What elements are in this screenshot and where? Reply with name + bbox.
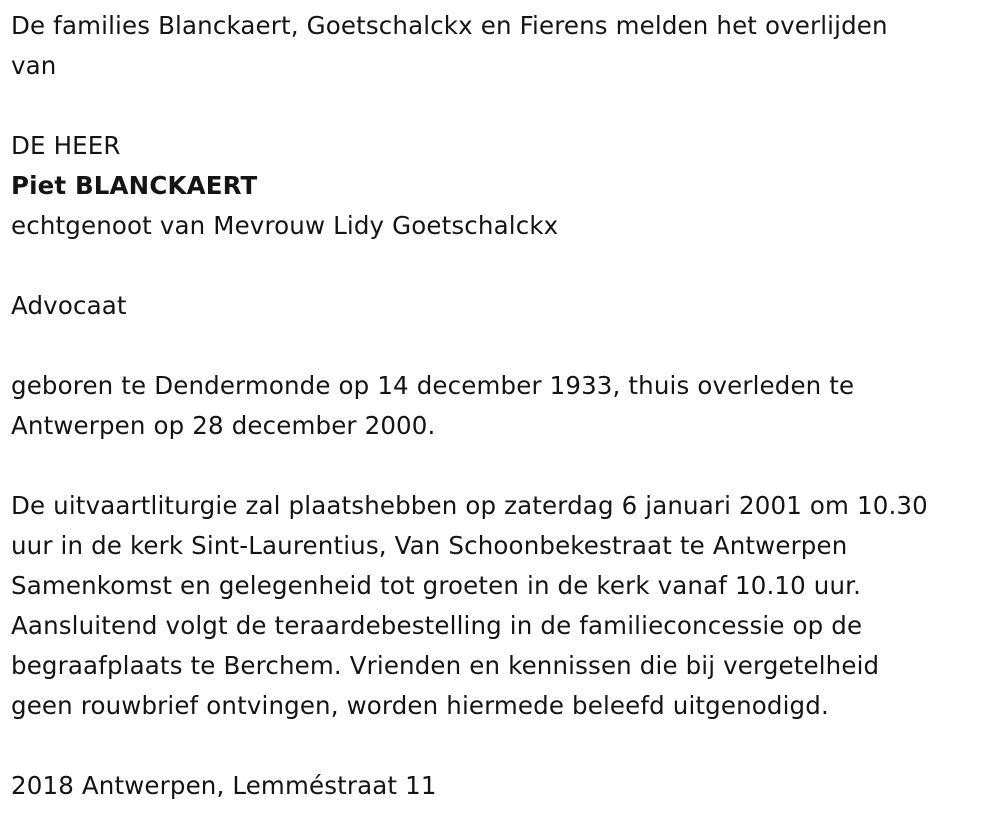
funeral-line-4: Aansluitend volgt de teraardebestelling in de familieconcessie op de [11, 611, 863, 640]
spacer [11, 86, 996, 126]
spacer [11, 726, 996, 766]
funeral-line-2: uur in de kerk Sint-Laurentius, Van Schoonbekestraat te Antwerpen [11, 531, 848, 560]
spacer [11, 246, 996, 286]
funeral-line-5: begraafplaats te Berchem. Vrienden en kennissen die bij vergetelheid [11, 651, 880, 680]
birth-death-line-1: geboren te Dendermonde op 14 december 1933, thuis overleden te [11, 371, 855, 400]
funeral-line-3: Samenkomst en gelegenheid tot groeten in de kerk vanaf 10.10 uur. [11, 571, 862, 600]
deceased-name: Piet BLANCKAERT [11, 171, 258, 200]
intro-line-1: De families Blanckaert, Goetschalckx en Fierens melden het overlijden [11, 11, 888, 40]
address: 2018 Antwerpen, Lemméstraat 11 [11, 771, 437, 800]
intro-line-2: van [11, 51, 57, 80]
profession: Advocaat [11, 291, 127, 320]
honorific-title: DE HEER [11, 131, 121, 160]
funeral-line-6: geen rouwbrief ontvingen, worden hiermede beleefd uitgenodigd. [11, 691, 829, 720]
spacer [11, 446, 996, 486]
spacer [11, 326, 996, 366]
death-notice [11, 6, 996, 806]
spouse-line: echtgenoot van Mevrouw Lidy Goetschalckx [11, 211, 559, 240]
funeral-line-1: De uitvaartliturgie zal plaatshebben op zaterdag 6 januari 2001 om 10.30 [11, 491, 928, 520]
birth-death-line-2: Antwerpen op 28 december 2000. [11, 411, 436, 440]
